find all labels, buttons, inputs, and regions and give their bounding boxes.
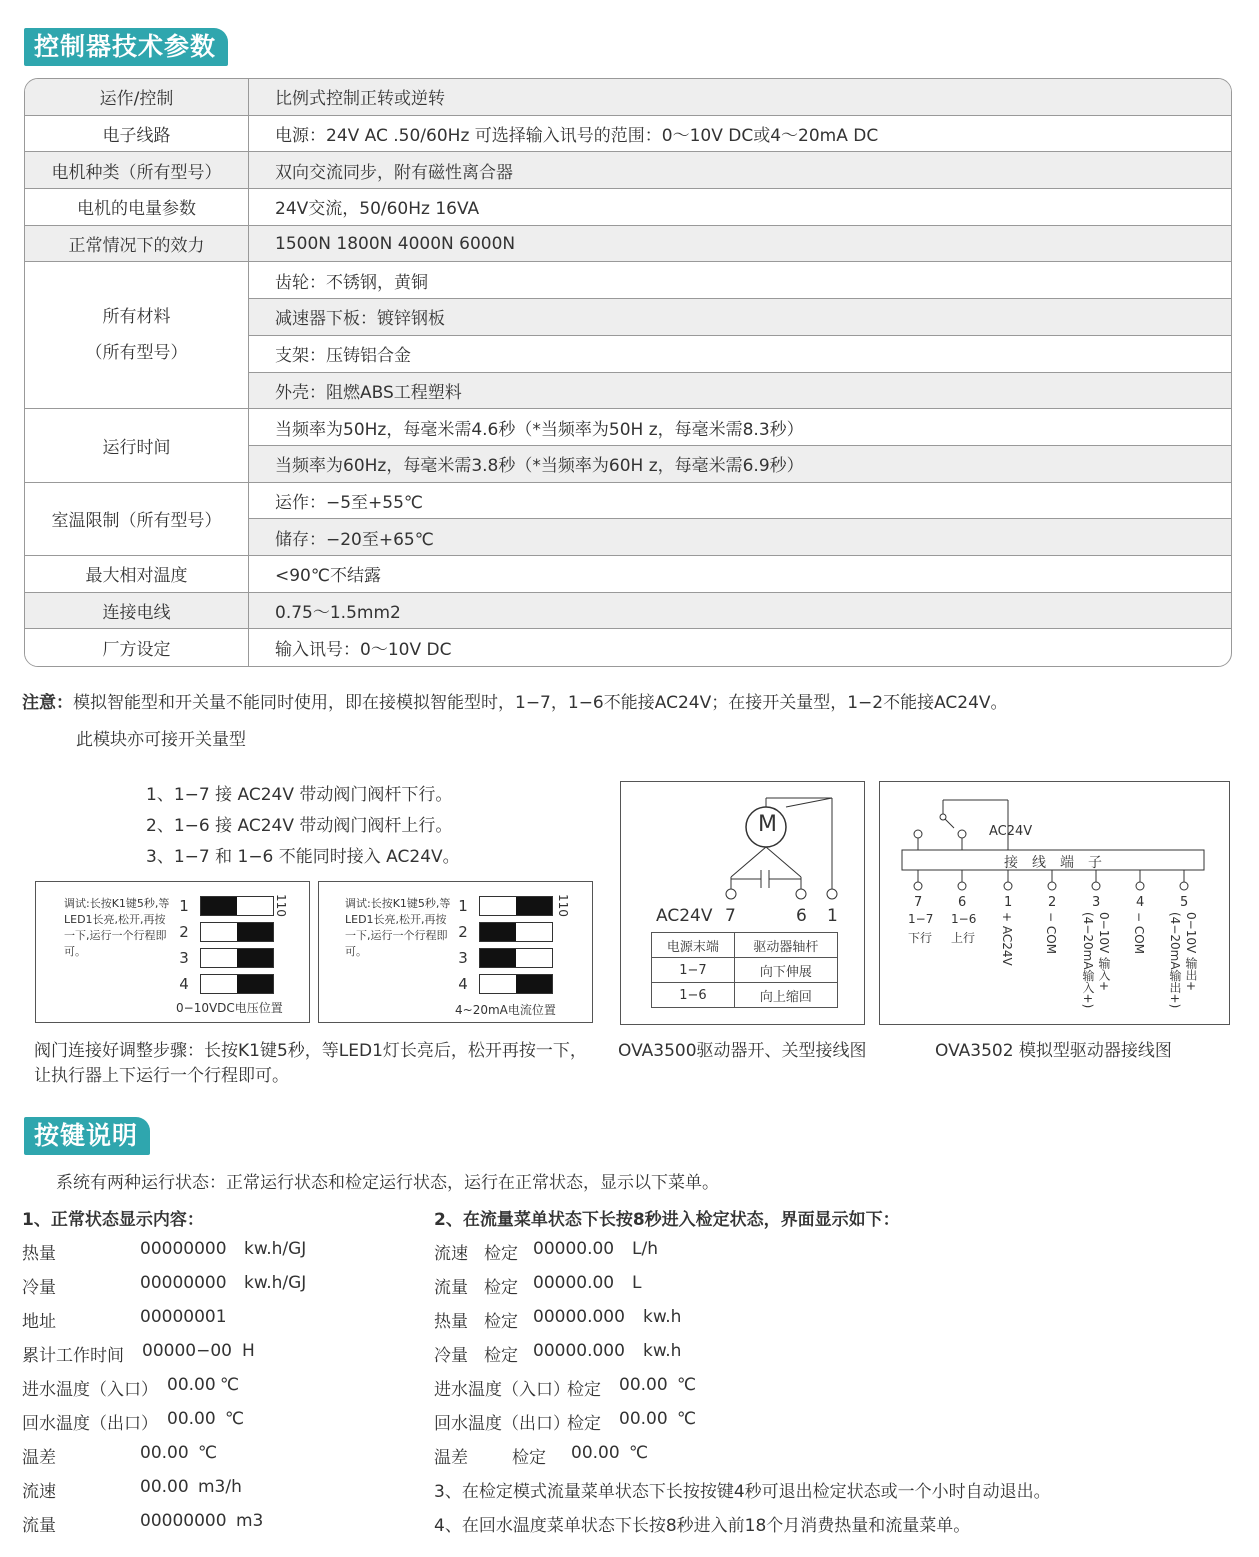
spec-value: 24V交流，50/60Hz 16VA (249, 189, 1231, 226)
item-key: 地址 (22, 1312, 56, 1332)
item-value: 00000−00 (142, 1341, 232, 1361)
dip-switch (479, 974, 553, 994)
spec-label: 电子线路 (25, 116, 249, 153)
table-row (652, 958, 838, 983)
item-unit: kw.h (643, 1341, 682, 1361)
item-unit: ℃ (225, 1409, 245, 1429)
terminal-7: 7 (725, 906, 736, 926)
item-value: 00000.000 (533, 1307, 625, 1327)
spec-value: 当频率为60Hz，每毫米需3.8秒（*当频率为60H z，每毫米需6.9秒） (249, 446, 1231, 483)
left-heading: 1、正常状态显示内容： (22, 1210, 204, 1230)
table-row (25, 556, 1231, 593)
item-key: 冷量 (22, 1278, 56, 1298)
list-item (434, 1307, 682, 1332)
table-row (25, 262, 1231, 299)
item-value: 00000000 (140, 1511, 227, 1531)
spec-value: 输入讯号：0～10V DC (275, 640, 452, 661)
terminal-7-pair: 1−7 (908, 912, 934, 926)
item-key: 累计工作时间 (22, 1346, 124, 1366)
item-unit: ℃ (677, 1409, 697, 1429)
spec-label: 电机的电量参数 (25, 189, 249, 226)
dip-row (453, 974, 553, 994)
item-value: 00.00 (167, 1375, 216, 1395)
spec-label-temp: 室温限制（所有型号） (25, 483, 249, 556)
spec-value: 比例式控制正转或逆转 (249, 79, 1231, 116)
ac24v-label: AC24V (656, 906, 713, 926)
terminal-bar-label: 接 线 端 子 (1004, 855, 1102, 871)
item-unit: H (242, 1341, 255, 1361)
terminal-4-desc: − COM (1132, 912, 1146, 955)
table-cell: 向下伸展 (734, 958, 837, 983)
section-title-keys: 按键说明 (24, 1117, 150, 1155)
list-item (434, 1375, 697, 1400)
spec-value: 运作：−5至+55℃ (249, 483, 1231, 520)
dip-switch (479, 896, 553, 916)
table-cell: 向上缩回 (734, 983, 837, 1008)
table-row (25, 409, 1231, 446)
terminal-3-desc-alt: (4−20mA输入+) (1081, 912, 1095, 1009)
list-item (22, 1375, 240, 1400)
list-item (22, 1511, 264, 1536)
terminal-3: 3 (1092, 895, 1101, 910)
item-unit: ℃ (677, 1375, 697, 1395)
terminal-5-desc-alt: (4−20mA输出+) (1168, 912, 1182, 1009)
terminal-5: 5 (1180, 895, 1189, 910)
note-text: 模拟智能型和开关量不能同时使用，即在接模拟智能型时，1−7，1−6不能接AC24V；在接开关量型，1−2不能接AC24V。 (73, 693, 1008, 713)
list-item (22, 1239, 307, 1264)
dip-tag: 110 (274, 894, 288, 917)
item-key: 流量 (22, 1516, 56, 1536)
dip-number: 4 (179, 975, 189, 993)
spec-label-runtime: 运行时间 (25, 409, 249, 482)
list-item (22, 1307, 227, 1332)
item-key: 回水温度（出口） (434, 1414, 570, 1434)
table-row (25, 483, 1231, 520)
item-mode: 检定 (484, 1312, 518, 1332)
table-header: 驱动器轴杆 (734, 933, 837, 958)
spec-value: 减速器下板：镀锌钢板 (249, 299, 1231, 336)
item-unit: kw.h (643, 1307, 682, 1327)
list-item (434, 1341, 682, 1366)
table-row (652, 933, 838, 958)
table-cell: 1−6 (652, 983, 735, 1008)
table-row (25, 116, 1231, 153)
valve-caption-1: 阀门连接好调整步骤：长按K1键5秒，等LED1灯长亮后，松开再按一下， (34, 1041, 587, 1061)
item-value: 00000000 (140, 1273, 227, 1293)
dip-switch (200, 948, 274, 968)
spec-label: 运作/控制 (25, 79, 249, 116)
terminal-6-desc: 上行 (951, 931, 976, 945)
item-unit: kw.h/GJ (244, 1239, 307, 1259)
item-value: 00000.00 (533, 1239, 615, 1259)
ova3500-wiring-table (651, 932, 838, 1008)
item-mode: 检定 (512, 1448, 546, 1468)
dip-number: 3 (179, 949, 189, 967)
dip-row (174, 974, 274, 994)
item-value: 00.00 (140, 1443, 189, 1463)
item-unit: ℃ (220, 1375, 240, 1395)
dip-instruction: 调试:长按K1键5秒,等LED1长亮,松开,再按一下,运行一个行程即可。 (64, 897, 170, 958)
dip-row (174, 896, 274, 916)
terminal-2: 2 (1048, 895, 1057, 910)
spec-value: 0.75～1.5mm2 (249, 593, 1231, 630)
right-note-3: 3、在检定模式流量菜单状态下长按按键4秒可退出检定状态或一个小时自动退出。 (434, 1482, 1051, 1502)
section-title-specs: 控制器技术参数 (24, 28, 228, 66)
item-key: 热量 (434, 1312, 468, 1332)
table-row (25, 152, 1231, 189)
item-key: 流速 (434, 1244, 468, 1264)
dip-number: 1 (179, 897, 189, 915)
item-key: 进水温度（入口） (22, 1380, 158, 1400)
item-key: 回水温度（出口） (22, 1414, 158, 1434)
terminal-5-desc: 0−10V 输出+ (1184, 912, 1198, 992)
terminal-6-pair: 1−6 (951, 912, 977, 926)
spec-value: <90℃不结露 (249, 556, 1231, 593)
right-heading: 2、在流量菜单状态下长按8秒进入检定状态，界面显示如下： (434, 1210, 900, 1230)
table-row (25, 629, 1231, 666)
item-mode: 检定 (567, 1414, 601, 1434)
dip-switch (200, 922, 274, 942)
terminal-4: 4 (1136, 895, 1145, 910)
spec-value: 储存：−20至+65℃ (249, 519, 1231, 556)
item-value: 00000000 (140, 1239, 227, 1259)
dip-instruction: 调试:长按K1键5秒,等LED1长亮,松开,再按一下,运行一个行程即可。 (345, 897, 451, 958)
item-value: 00.00 (619, 1375, 668, 1395)
table-row (652, 983, 838, 1008)
item-value: 00.00 (619, 1409, 668, 1429)
dip-row (453, 948, 553, 968)
terminal-7: 7 (914, 895, 923, 910)
ova3502-wiring-diagram (879, 781, 1230, 1025)
note-label: 注意： (22, 693, 73, 713)
terminal-1: 1 (1004, 895, 1013, 910)
item-unit: m3 (236, 1511, 264, 1531)
item-key: 热量 (22, 1244, 56, 1264)
spec-label: 连接电线 (25, 593, 249, 630)
item-unit: ℃ (198, 1443, 218, 1463)
dip-row (174, 922, 274, 942)
dip-switch-box-voltage (35, 881, 310, 1023)
dip-row (453, 896, 553, 916)
table-row (25, 226, 1231, 263)
switch-rule-3: 3、1−7 和 1−6 不能同时接入 AC24V。 (146, 847, 460, 867)
dip-caption: 0−10VDC电压位置 (176, 1001, 283, 1015)
spec-value: 外壳：阻燃ABS工程塑料 (249, 373, 1231, 410)
dip-row (174, 948, 274, 968)
item-value: 00.00 (167, 1409, 216, 1429)
table-row (25, 189, 1231, 226)
terminal-2-desc: − COM (1044, 912, 1058, 955)
terminal-3-desc: 0−10V 输入+ (1097, 912, 1111, 992)
list-item (22, 1443, 218, 1468)
item-key: 温差 (22, 1448, 56, 1468)
terminal-7-desc: 下行 (908, 931, 933, 945)
table-cell: 1−7 (652, 958, 735, 983)
list-item (434, 1409, 697, 1434)
note (22, 688, 1008, 713)
spec-value: 支架：压铸铝合金 (249, 336, 1231, 373)
spec-value: 当频率为50Hz，每毫米需4.6秒（*当频率为50H z，每毫米需8.3秒） (249, 409, 1231, 446)
spec-label: 厂方设定 (25, 629, 249, 666)
note-text-2: 此模块亦可接开关量型 (76, 730, 246, 750)
spec-label: 最大相对温度 (25, 556, 249, 593)
table-row (25, 593, 1231, 630)
dip-row (453, 922, 553, 942)
switch-rule-2: 2、1−6 接 AC24V 带动阀门阀杆上行。 (146, 816, 453, 836)
ova3500-caption: OVA3500驱动器开、关型接线图 (618, 1041, 867, 1061)
dip-switch (200, 974, 274, 994)
dip-number: 3 (458, 949, 468, 967)
terminal-6: 6 (958, 895, 967, 910)
spec-table (24, 78, 1232, 667)
item-unit: L (632, 1273, 642, 1293)
terminal-6: 6 (796, 906, 807, 926)
list-item (22, 1477, 242, 1502)
item-value: 00000.000 (533, 1341, 625, 1361)
spec-value: 1500N 1800N 4000N 6000N (249, 226, 1231, 263)
dip-switch (200, 896, 274, 916)
list-item (434, 1239, 658, 1264)
valve-caption-2: 让执行器上下运行一个行程即可。 (34, 1066, 289, 1086)
right-note-4: 4、在回水温度菜单状态下长按8秒进入前18个月消费热量和流量菜单。 (434, 1516, 971, 1536)
spec-label: 电机种类（所有型号） (25, 152, 249, 189)
item-key: 进水温度（入口） (434, 1380, 570, 1400)
list-item (434, 1443, 649, 1468)
intro-text: 系统有两种运行状态：正常运行状态和检定运行状态，运行在正常状态，显示以下菜单。 (56, 1173, 719, 1193)
dip-switch (479, 922, 553, 942)
list-item (22, 1273, 307, 1298)
ova3502-caption: OVA3502 模拟型驱动器接线图 (935, 1041, 1172, 1061)
item-mode: 检定 (484, 1278, 518, 1298)
spec-value: 双向交流同步，附有磁性离合器 (249, 152, 1231, 189)
dip-switch (479, 948, 553, 968)
spec-value: 电源：24V AC .50/60Hz 可选择输入讯号的范围：0～10V DC或4～20mA DC (249, 116, 1231, 153)
materials-label: 所有材料 (102, 307, 171, 328)
motor-symbol: M (758, 812, 777, 837)
item-key: 流速 (22, 1482, 56, 1502)
dip-caption: 4~20mA电流位置 (455, 1003, 556, 1017)
list-item (22, 1341, 255, 1366)
dip-number: 2 (458, 923, 468, 941)
item-value: 00000001 (140, 1307, 227, 1327)
item-key: 温差 (434, 1448, 468, 1468)
item-mode: 检定 (567, 1380, 601, 1400)
table-row (25, 79, 1231, 116)
materials-label-sub: （所有型号） (85, 343, 188, 364)
dip-number: 2 (179, 923, 189, 941)
dip-number: 1 (458, 897, 468, 915)
item-value: 00.00 (140, 1477, 189, 1497)
terminal-1: 1 (827, 906, 838, 926)
list-item (22, 1409, 245, 1434)
item-mode: 检定 (484, 1346, 518, 1366)
switch-rule-1: 1、1−7 接 AC24V 带动阀门阀杆下行。 (146, 785, 453, 805)
item-value: 00.00 (571, 1443, 620, 1463)
spec-label: 正常情况下的效力 (25, 226, 249, 263)
item-unit: kw.h/GJ (244, 1273, 307, 1293)
spec-label-materials (25, 262, 249, 409)
terminal-1-desc: + AC24V (1000, 912, 1014, 966)
item-key: 流量 (434, 1278, 468, 1298)
ova3500-wiring-diagram (620, 781, 865, 1025)
dip-number: 4 (458, 975, 468, 993)
item-unit: L/h (632, 1239, 658, 1259)
item-unit: m3/h (198, 1477, 242, 1497)
dip-tag: 110 (556, 894, 570, 917)
item-value: 00000.00 (533, 1273, 615, 1293)
list-item (434, 1273, 642, 1298)
spec-value: 齿轮：不锈钢，黄铜 (249, 262, 1231, 299)
dip-switch-box-current (318, 881, 593, 1023)
table-header: 电源末端 (652, 933, 735, 958)
item-unit: ℃ (629, 1443, 649, 1463)
item-key: 冷量 (434, 1346, 468, 1366)
ac24v-label: AC24V (989, 824, 1033, 839)
item-mode: 检定 (484, 1244, 518, 1264)
